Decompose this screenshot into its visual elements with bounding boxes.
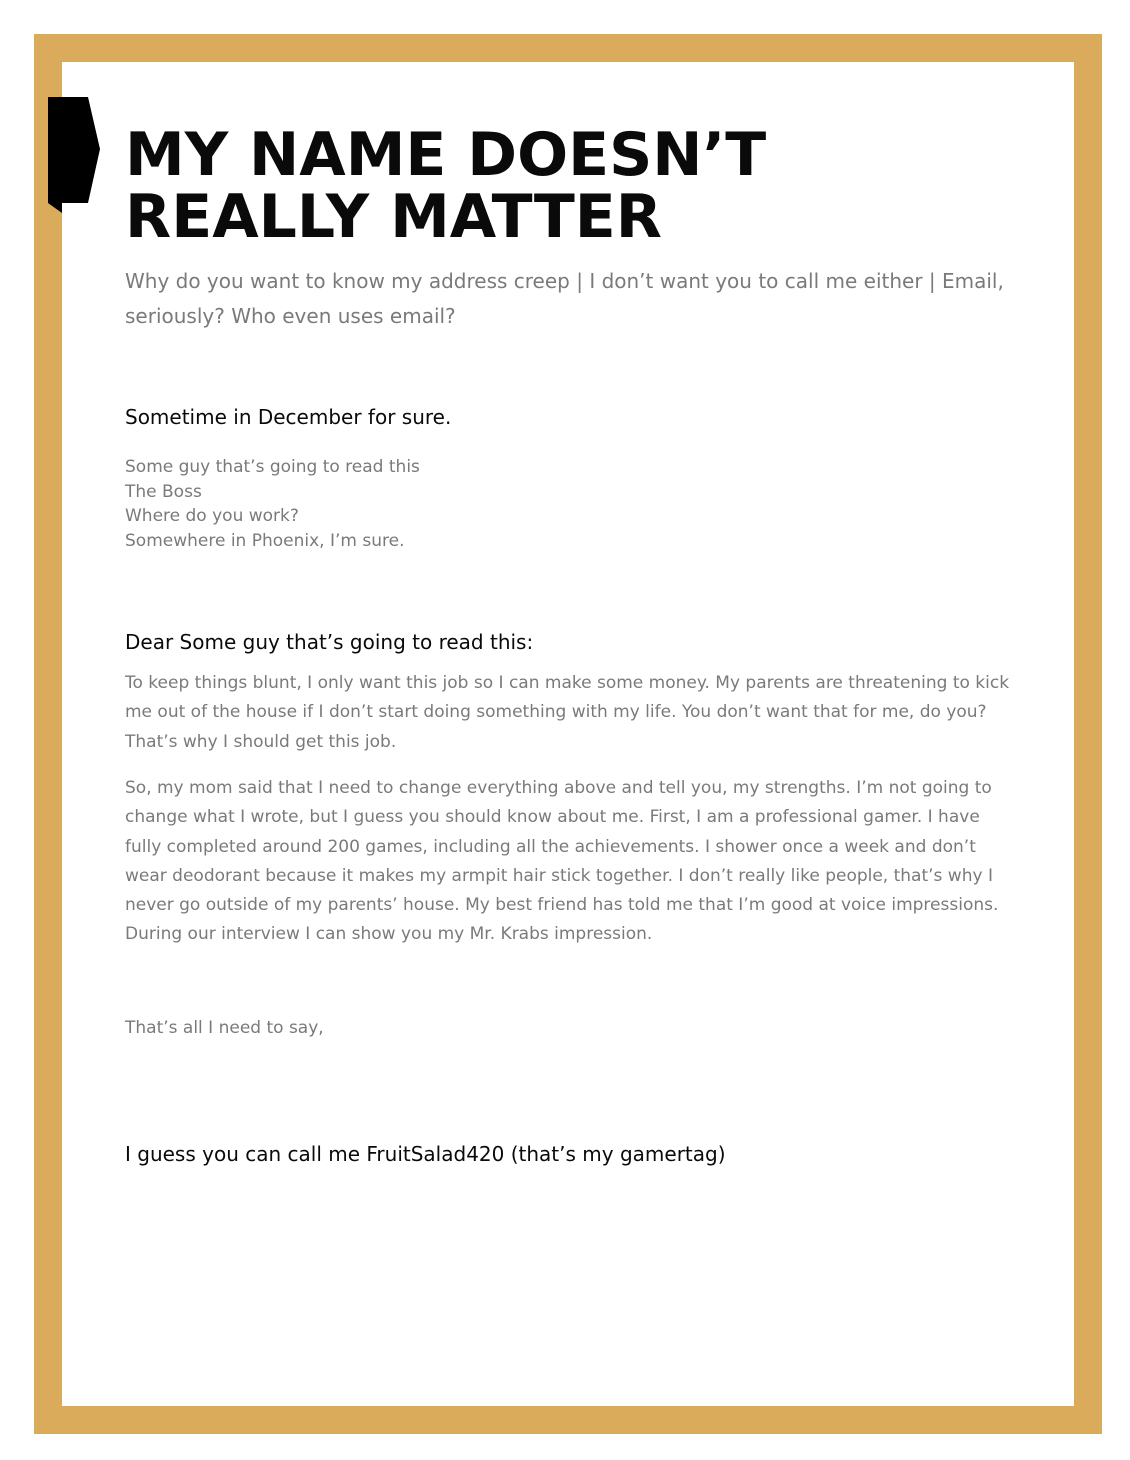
title-line-2: REALLY MATTER: [125, 182, 662, 252]
recipient-address: Somewhere in Phoenix, I’m sure.: [125, 531, 405, 552]
title-line-1: MY NAME DOESN’T: [125, 120, 767, 190]
bookmark-tab-icon: [48, 97, 100, 213]
salutation: Dear Some guy that’s going to read this:: [125, 630, 534, 654]
letter-date: Sometime in December for sure.: [125, 405, 452, 429]
contact-info: Why do you want to know my address creep | I don’t want you to call me either | Email, seriously? Who even uses email?: [125, 269, 1004, 328]
page-title: [125, 120, 1025, 252]
recipient-block: [125, 455, 420, 554]
recipient-title: The Boss: [125, 481, 202, 502]
closing: That’s all I need to say,: [125, 1018, 324, 1038]
body-paragraph: So, my mom said that I need to change everything above and tell you, my strengths. I’m not going to change what I wrote, but I guess you should know about me. First, I am a professional gamer. I have fully completed around 200 games, including all the achievements. I shower once a week and don’t wear deodorant because it makes my armpit hair stick together. I don’t really like people, that’s why I never go outside of my parents’ house. My best friend has told me that I’m good at voice impressions. During our interview I can show you my Mr. Krabs impression.: [125, 778, 999, 945]
recipient-company: Where do you work?: [125, 506, 299, 527]
recipient-name: Some guy that’s going to read this: [125, 457, 420, 477]
body-paragraph: To keep things blunt, I only want this job so I can make some money. My parents are threatening to kick me out of the house if I don’t start doing something with my life. You don’t want that for me, do you? That’s why I should get this job.: [125, 673, 1010, 752]
signature: I guess you can call me FruitSalad420 (that’s my gamertag): [125, 1142, 726, 1166]
